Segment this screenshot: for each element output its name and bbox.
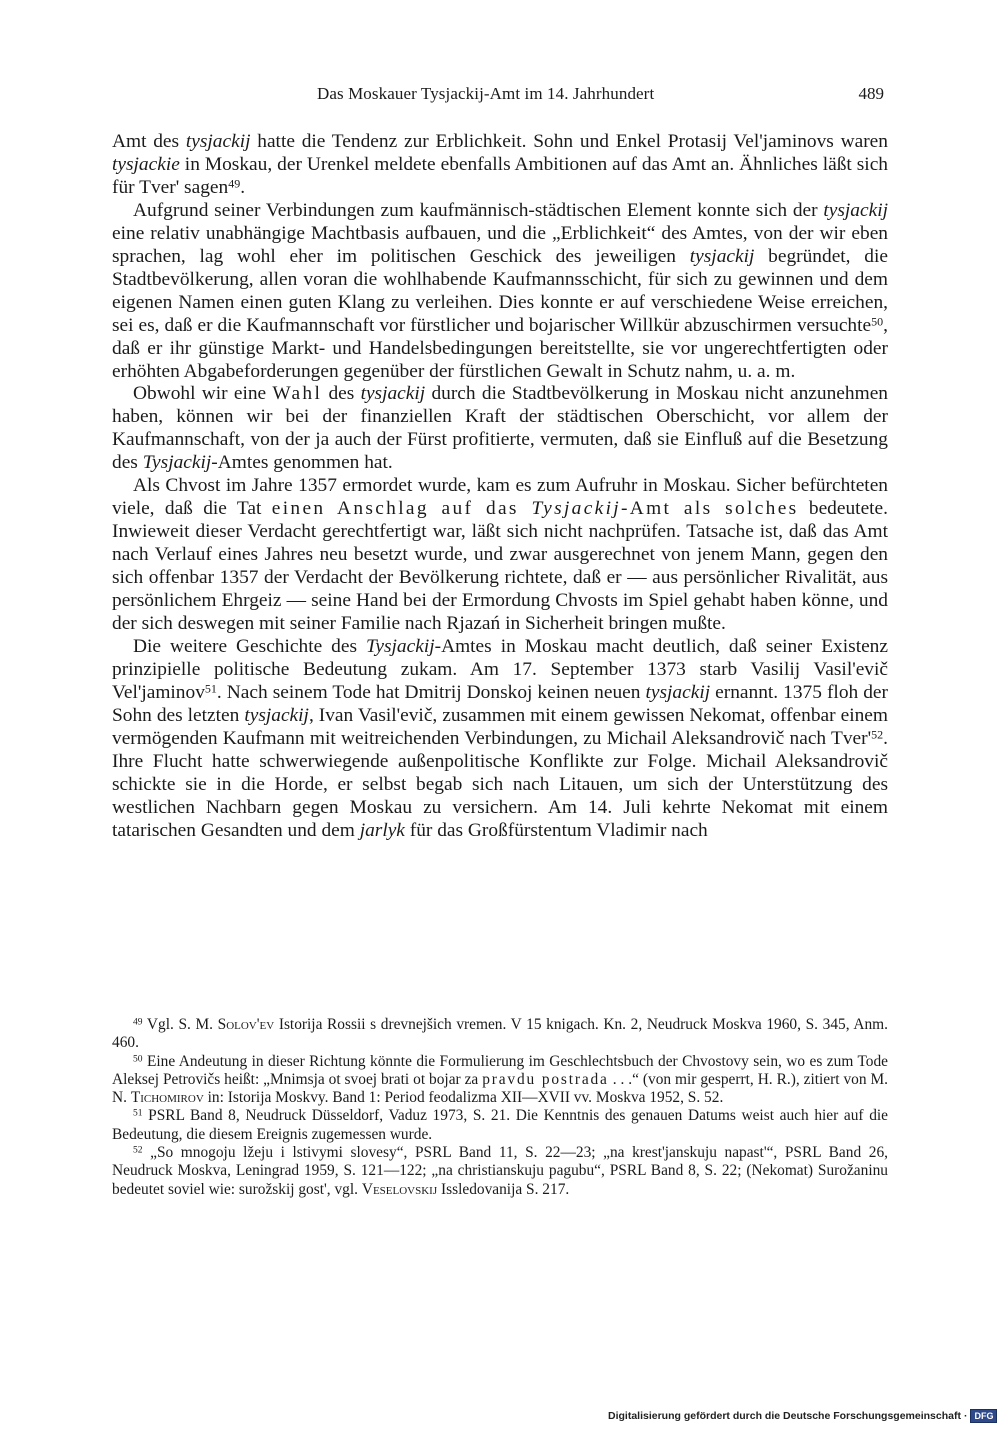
digitization-footer: Digitalisierung gefördert durch die Deutsche Forschungsgemeinschaft · DFG bbox=[608, 1409, 997, 1423]
text-segment: eine relativ unabhängige Machtbasis aufbauen, und die „Erblichkeit“ des Amtes, von der wir eben sprachen, lag wohl eher im politischen Geschick des jeweiligen bbox=[112, 222, 888, 267]
text-segment: tysjackij bbox=[185, 131, 251, 152]
text-segment: tysjackij bbox=[645, 681, 711, 703]
text-segment: hatte die Tendenz zur Erblichkeit. Sohn und Enkel Protasij Vel'jaminovs waren bbox=[250, 131, 888, 152]
text-segment: Solov'ev bbox=[217, 1016, 275, 1033]
footnote-marker: 51 bbox=[133, 1108, 143, 1120]
footnote-marker: 52 bbox=[871, 727, 884, 742]
page-number: 489 bbox=[858, 84, 884, 103]
text-segment: pravdu postrada bbox=[482, 1070, 609, 1088]
text-segment: begründet, die Stadtbevölkerung, allen voran die wohlhabende Kaufmannsschicht, für sich zu gewinnen und dem eigenen Namen einen guten Klang zu verleihen. Dies konnte er auf verschiedene Weise erreichen, sei es, daß er die Kaufmannschaft vor fürstlicher und bojarischer Willkür abzuschirmen versuchte bbox=[112, 245, 888, 336]
text-segment: in Moskau, der Urenkel meldete ebenfalls Ambitionen auf das Amt an. Ähnliches läßt sich für Tver' sagen bbox=[112, 153, 888, 198]
text-segment: des bbox=[322, 383, 361, 405]
footnote bbox=[112, 1016, 888, 1053]
text-segment: in: Istorija Moskvy. Band 1: Period feodalizma XII—XVII vv. Moskva 1952, S. 52. bbox=[203, 1089, 724, 1107]
footnote-marker: 51 bbox=[204, 681, 217, 696]
footnote-marker: 50 bbox=[133, 1053, 143, 1065]
text-segment: Veselovskij bbox=[361, 1180, 438, 1198]
footnote bbox=[112, 1107, 888, 1144]
text-segment: Tysjackij bbox=[142, 452, 212, 474]
paragraph bbox=[112, 475, 888, 636]
text-segment: -Amtes in Moskau macht deutlich, daß seiner Existenz prinzipielle politische Bedeutung zukam. Am 17. September 1373 starb Vasilij Vasil'evič Vel'jaminov bbox=[112, 635, 888, 703]
footnote-marker: 49 bbox=[228, 176, 241, 191]
text-segment: für das Großfürstentum Vladimir nach bbox=[404, 819, 708, 841]
text-segment: Obwohl wir eine bbox=[133, 383, 273, 405]
footnote bbox=[112, 1144, 888, 1199]
text-segment: Eine Andeutung in dieser Richtung könnte die Formulierung im Geschlechtsbuch der Chvostovy sein, wo es zum Tode Aleksej Petrovičs heißt: „Mnimsja ot svoej brati ot bojar za bbox=[112, 1052, 888, 1088]
text-segment: Istorija Rossii s drevnejšich vremen. V 15 knigach. Kn. 2, Neudruck Moskva 1960, S. 345, Anm. 460. bbox=[112, 1016, 888, 1052]
running-title: Das Moskauer Tysjackij-Amt im 14. Jahrhundert bbox=[317, 84, 655, 103]
text-segment: PSRL Band 8, Neudruck Düsseldorf, Vaduz 1973, S. 21. Die Kenntnis des genauen Datums weist auch hier auf die Bedeutung, die diesem Ereignis zugemessen wurde. bbox=[112, 1107, 888, 1143]
footer-text: Digitalisierung gefördert durch die Deutsche Forschungsgemeinschaft bbox=[608, 1410, 961, 1422]
text-segment: tysjackij bbox=[360, 383, 426, 405]
footnote-marker: 49 bbox=[133, 1016, 143, 1028]
text-segment: Als Chvost im Jahre 1357 ermordet wurde, kam es zum Aufruhr in Moskau. Sicher befürchteten viele, daß die Tat bbox=[112, 475, 888, 520]
text-segment: , daß er ihr günstige Markt- und Handelsbedingungen bereitstellte, sie vor ungerechtfertigten oder erhöhten Abgabeforderungen gegenüber der fürstlichen Gewalt in Schutz nahm, u. a. m. bbox=[112, 314, 888, 382]
body-text bbox=[112, 131, 888, 843]
text-segment: ernannt. 1375 floh der Sohn des letzten bbox=[112, 681, 888, 726]
text-segment: . bbox=[240, 176, 246, 198]
paragraph bbox=[112, 200, 888, 384]
text-segment: jarlyk bbox=[359, 819, 405, 841]
text-segment: Aufgrund seiner Verbindungen zum kaufmännisch-städtischen Element konnte sich der bbox=[133, 199, 824, 221]
paragraph bbox=[112, 383, 888, 475]
text-segment: Tichomirov bbox=[130, 1089, 204, 1107]
text-segment: -Amt als solches bbox=[621, 498, 799, 520]
footnote-marker: 52 bbox=[133, 1144, 143, 1156]
paragraph bbox=[112, 131, 888, 200]
text-segment: tysjackij bbox=[689, 245, 755, 267]
footnote bbox=[112, 1053, 888, 1108]
text-segment: bedeutete. Inwieweit dieser Verdacht gerechtfertigt war, läßt sich nicht nachprüfen. Tatsache ist, daß das Amt nach Verlauf eines Jahres neu besetzt wurde, und zwar ausgerechnet von jenem Mann, gegen den sich offenbar 1357 der Verdacht der Bevölkerung richtete, daß er — aus persönlicher Rivalität, aus persönlichem Ehrgeiz — seine Hand bei der Ermordung Chvosts im Spiel gehabt haben könne, und der sich deswegen mit seiner Familie nach Rjazań in Sicherheit bringen mußte. bbox=[112, 498, 889, 635]
text-segment: . Nach seinem Tode hat Dmitrij Donskoj keinen neuen bbox=[216, 681, 646, 703]
text-segment: -Amtes genommen hat. bbox=[211, 452, 393, 474]
text-segment: einen Anschlag auf das bbox=[271, 498, 532, 520]
text-segment: . Ihre Flucht hatte schwerwiegende außenpolitische Konflikte zur Folge. Michail Aleksandrovič schickte sie in die Horde, er selbst begab sich nach Litauen, um sich der Unterstützung des westlichen Nachbarn gegen Moskau zu versichern. Am 14. Juli kehrte Nekomat mit einem tatarischen Gesandten und dem bbox=[112, 727, 888, 841]
running-head bbox=[112, 84, 888, 110]
footnotes bbox=[112, 1016, 888, 1199]
text-segment: tysjackie bbox=[112, 153, 180, 175]
text-segment: Tysjackij bbox=[531, 498, 622, 520]
text-segment: Wahl bbox=[272, 383, 323, 405]
text-segment: Vgl. S. M. bbox=[142, 1016, 218, 1033]
footnote-marker: 50 bbox=[871, 314, 884, 329]
text-segment: Issledovanija S. 217. bbox=[437, 1180, 570, 1198]
text-segment: Tysjackij bbox=[366, 635, 435, 657]
text-segment: „So mnogoju lžeju i lstivymi slovesy“, PSRL Band 11, S. 22—23; „na krest'janskuju napast'“, PSRL Band 26, Neudruck Moskva, Leningrad 1959, S. 121—122; „na christianskuju pagubu“, PSRL Band 8, S. 22; (Nekomat) Surožaninu bedeutet soviel wie: surožskij gost', vgl. bbox=[112, 1144, 888, 1198]
text-segment: tysjackij bbox=[823, 199, 888, 221]
text-segment: , Ivan Vasil'evič, zusammen mit einem gewissen Nekomat, offenbar einem vermögenden Kaufmann mit weitreichenden Verbindungen, zu Michail Aleksandrovič nach Tver' bbox=[112, 704, 888, 749]
text-segment: Amt des bbox=[112, 131, 186, 152]
dfg-logo: DFG bbox=[970, 1409, 997, 1423]
text-segment: durch die Stadtbevölkerung in Moskau nicht anzunehmen haben, können wir bei der finanziellen Kraft der städtischen Oberschicht, vor allem der Kaufmannschaft, von der ja auch der Fürst profitierte, vermuten, daß sie Einfluß auf die Besetzung des bbox=[112, 383, 888, 474]
paragraph bbox=[112, 636, 888, 843]
text-segment: . . .“ (von mir gesperrt, H. R.), zitiert von M. N. bbox=[112, 1070, 888, 1107]
text-segment: tysjackij bbox=[244, 704, 309, 726]
text-segment: Die weitere Geschichte des bbox=[133, 635, 367, 657]
